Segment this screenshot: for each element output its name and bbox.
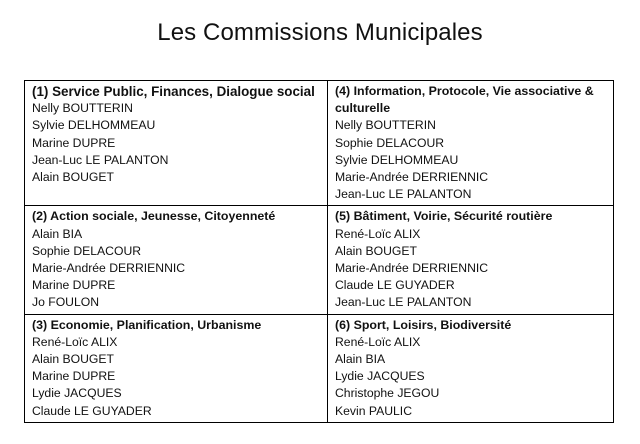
table-row: [25, 81, 614, 206]
member-name: René-Loïc ALIX: [335, 334, 421, 349]
member-name: Alain BOUGET: [335, 243, 417, 258]
member-name: Claude LE GUYADER: [32, 403, 152, 418]
table-row: [25, 314, 614, 422]
member-name: René-Loïc ALIX: [335, 226, 421, 241]
commission-heading: (4) Information, Protocole, Vie associative & culturelle: [335, 84, 594, 116]
member-name: Sophie DELACOUR: [335, 135, 445, 150]
commission-heading: (6) Sport, Loisirs, Biodiversité: [335, 317, 512, 332]
commission-cell-5: [328, 206, 614, 314]
member-name: Alain BIA: [32, 226, 83, 241]
member-name: Jo FOULON: [32, 295, 100, 310]
member-name: Nelly BOUTTERIN: [335, 118, 436, 133]
commission-heading: (3) Economie, Planification, Urbanisme: [32, 317, 262, 332]
commission-cell-2: [25, 206, 328, 314]
commission-heading: (5) Bâtiment, Voirie, Sécurité routière: [335, 209, 553, 224]
member-name: Jean-Luc LE PALANTON: [335, 295, 472, 310]
member-name: Alain BIA: [335, 352, 386, 367]
member-name: Nelly BOUTTERIN: [32, 101, 133, 116]
member-name: Jean-Luc LE PALANTON: [32, 152, 169, 167]
member-name: Lydie JACQUES: [32, 386, 122, 401]
table-row: [25, 206, 614, 314]
member-name: Marine DUPRE: [32, 369, 116, 384]
commission-heading: (1) Service Public, Finances, Dialogue social: [32, 84, 315, 99]
member-name: Marine DUPRE: [32, 135, 116, 150]
commission-cell-4: [328, 81, 614, 206]
commission-cell-6: [328, 314, 614, 422]
member-name: Marie-Andrée DERRIENNIC: [32, 261, 186, 276]
member-name: Alain BOUGET: [32, 170, 114, 185]
commission-cell-1: [25, 81, 328, 206]
page-title: Les Commissions Municipales: [157, 19, 483, 46]
member-name: Alain BOUGET: [32, 352, 114, 367]
member-name: Marine DUPRE: [32, 278, 116, 293]
member-name: Jean-Luc LE PALANTON: [335, 187, 472, 202]
member-name: René-Loïc ALIX: [32, 334, 118, 349]
commissions-table: [24, 80, 614, 423]
member-name: Lydie JACQUES: [335, 369, 425, 384]
member-name: Sylvie DELHOMMEAU: [335, 152, 459, 167]
commission-cell-3: [25, 314, 328, 422]
member-name: Christophe JEGOU: [335, 386, 440, 401]
member-name: Kevin PAULIC: [335, 403, 412, 418]
commission-heading: (2) Action sociale, Jeunesse, Citoyenneté: [32, 209, 276, 224]
member-name: Sylvie DELHOMMEAU: [32, 118, 156, 133]
member-name: Marie-Andrée DERRIENNIC: [335, 170, 489, 185]
member-name: Claude LE GUYADER: [335, 278, 455, 293]
member-name: Sophie DELACOUR: [32, 243, 142, 258]
member-name: Marie-Andrée DERRIENNIC: [335, 261, 489, 276]
